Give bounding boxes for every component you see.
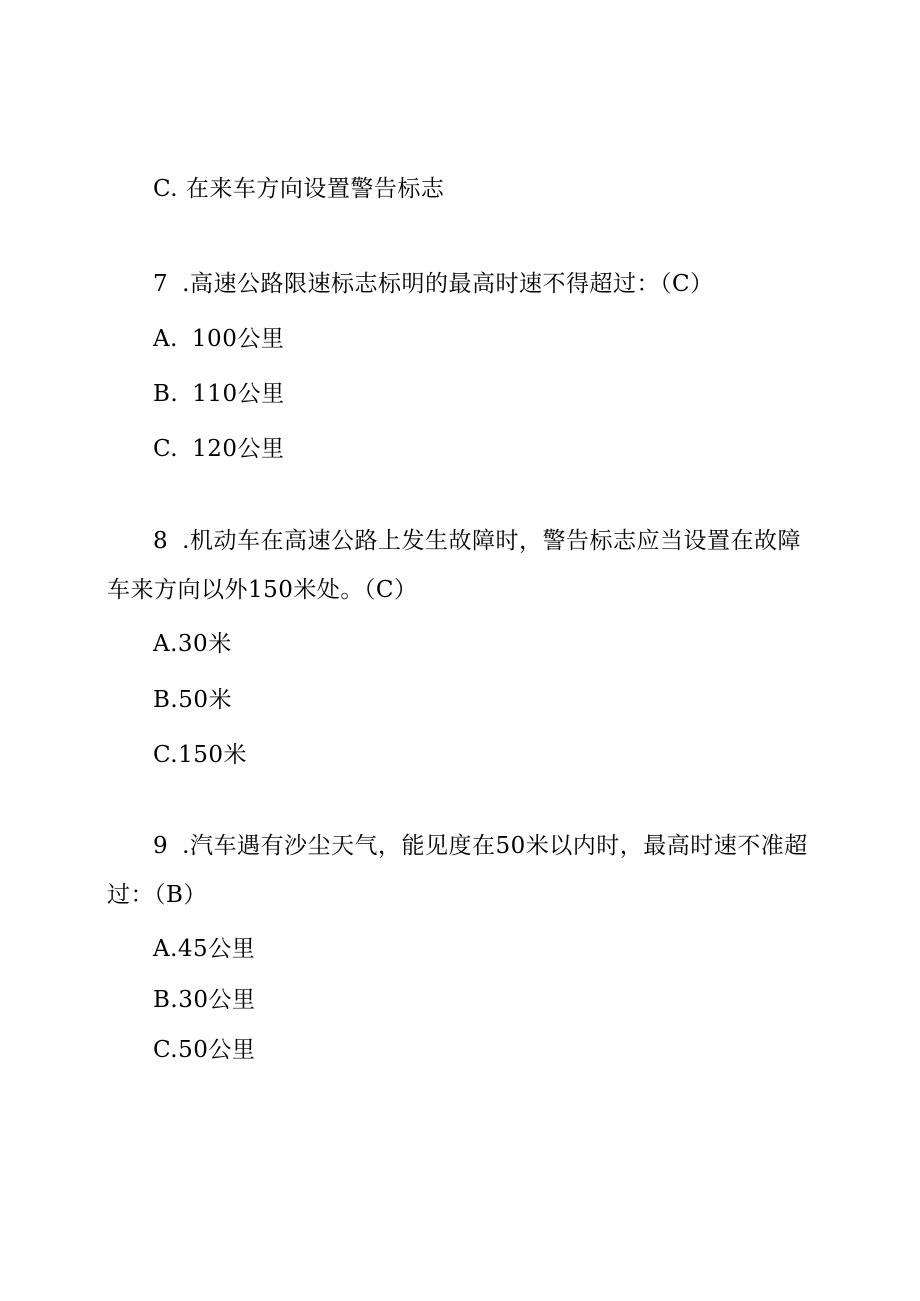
question-number: 9 (153, 833, 169, 859)
option-text: C.150米 (153, 742, 247, 768)
question-7-text (153, 269, 714, 299)
question-8-option-c (153, 740, 247, 770)
option-text: C.50公里 (153, 1037, 256, 1063)
option-text: 110公里 (192, 381, 285, 407)
question-number: 8 (153, 528, 169, 554)
question-7-option-b (153, 379, 285, 409)
option-text: B.30公里 (153, 987, 256, 1013)
question-text: .高速公路限速标志标明的最高时速不得超过：（C） (182, 271, 714, 297)
option-text: 120公里 (192, 436, 285, 462)
question-9-option-c (153, 1035, 255, 1065)
question-number: 7 (153, 271, 169, 297)
question-8-option-a (153, 629, 232, 659)
option-letter: C. (153, 436, 179, 462)
question-9-text (153, 831, 808, 861)
question-8-text (153, 526, 801, 556)
question-text: 车来方向以外150米处。（C） (107, 577, 418, 603)
option-text: B.50米 (153, 687, 232, 713)
question-7-option-a (153, 324, 284, 354)
question-8-option-b (153, 685, 232, 715)
option-letter: B. (153, 381, 179, 407)
option-text: A.45公里 (153, 936, 256, 962)
option-letter: A. (153, 326, 178, 352)
question-text: 过：（B） (107, 882, 207, 908)
question-9-text-continued (107, 880, 207, 910)
question-8-text-continued (107, 575, 418, 605)
question-9-option-a (153, 934, 255, 964)
question-text: .机动车在高速公路上发生故障时，警告标志应当设置在故障 (182, 528, 801, 554)
option-text: C. 在来车方向设置警告标志 (153, 176, 445, 202)
option-text: 100公里 (191, 326, 285, 352)
question-text: .汽车遇有沙尘天气，能见度在50米以内时，最高时速不准超 (182, 833, 808, 859)
option-text: A.30米 (153, 631, 232, 657)
prev-question-option-c (153, 174, 444, 204)
question-9-option-b (153, 985, 255, 1015)
question-7-option-c (153, 434, 285, 464)
